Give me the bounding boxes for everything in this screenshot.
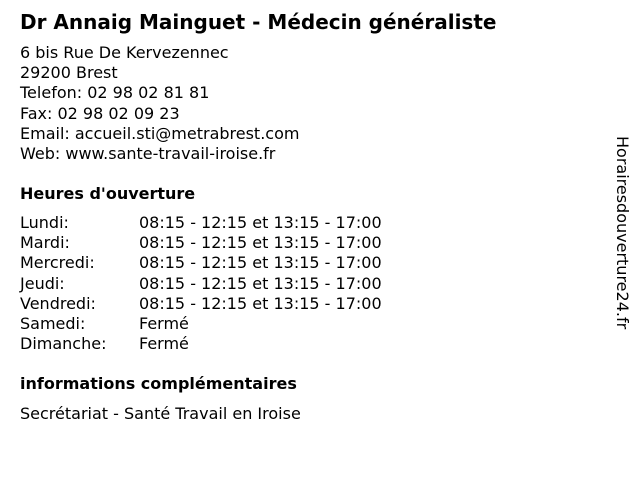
- time-range: 08:15 - 12:15 et 13:15 - 17:00: [139, 273, 382, 293]
- hours-row-samedi: [20, 314, 382, 334]
- hours-row-lundi: [20, 213, 382, 233]
- page-title: Dr Annaig Mainguet - Médecin généraliste: [20, 10, 497, 34]
- day-label: Mardi:: [20, 233, 70, 253]
- time-range: 08:15 - 12:15 et 13:15 - 17:00: [139, 233, 382, 253]
- email-address: Email: accueil.sti@metrabrest.com: [20, 123, 300, 143]
- city-postal: 29200 Brest: [20, 63, 118, 83]
- day-label: Vendredi:: [20, 293, 96, 313]
- day-label: Jeudi:: [20, 273, 65, 293]
- day-label: Mercredi:: [20, 253, 95, 273]
- time-range: 08:15 - 12:15 et 13:15 - 17:00: [139, 253, 382, 273]
- hours-row-vendredi: [20, 294, 382, 314]
- hours-table: [20, 213, 382, 354]
- hours-row-mardi: [20, 233, 382, 253]
- time-range: Fermé: [139, 314, 189, 334]
- hours-row-jeudi: [20, 274, 382, 294]
- time-range: 08:15 - 12:15 et 13:15 - 17:00: [139, 213, 382, 232]
- hours-row-mercredi: [20, 253, 382, 273]
- day-label: Lundi:: [20, 213, 69, 232]
- contact-block: [20, 43, 299, 164]
- extra-info-text: Secrétariat - Santé Travail en Iroise: [20, 404, 301, 423]
- extra-info-heading: informations complémentaires: [20, 374, 297, 393]
- time-range: Fermé: [139, 334, 189, 354]
- day-label: Dimanche:: [20, 334, 107, 354]
- site-watermark: Horairesdouverture24.fr: [613, 136, 632, 330]
- time-range: 08:15 - 12:15 et 13:15 - 17:00: [139, 293, 382, 313]
- website-address: Web: www.sante-travail-iroise.fr: [20, 144, 276, 164]
- hours-heading: Heures d'ouverture: [20, 184, 196, 203]
- day-label: Samedi:: [20, 314, 86, 334]
- hours-row-dimanche: [20, 334, 382, 354]
- phone-number: Telefon: 02 98 02 81 81: [20, 83, 210, 103]
- street-address: 6 bis Rue De Kervezennec: [20, 43, 229, 62]
- fax-number: Fax: 02 98 02 09 23: [20, 103, 180, 123]
